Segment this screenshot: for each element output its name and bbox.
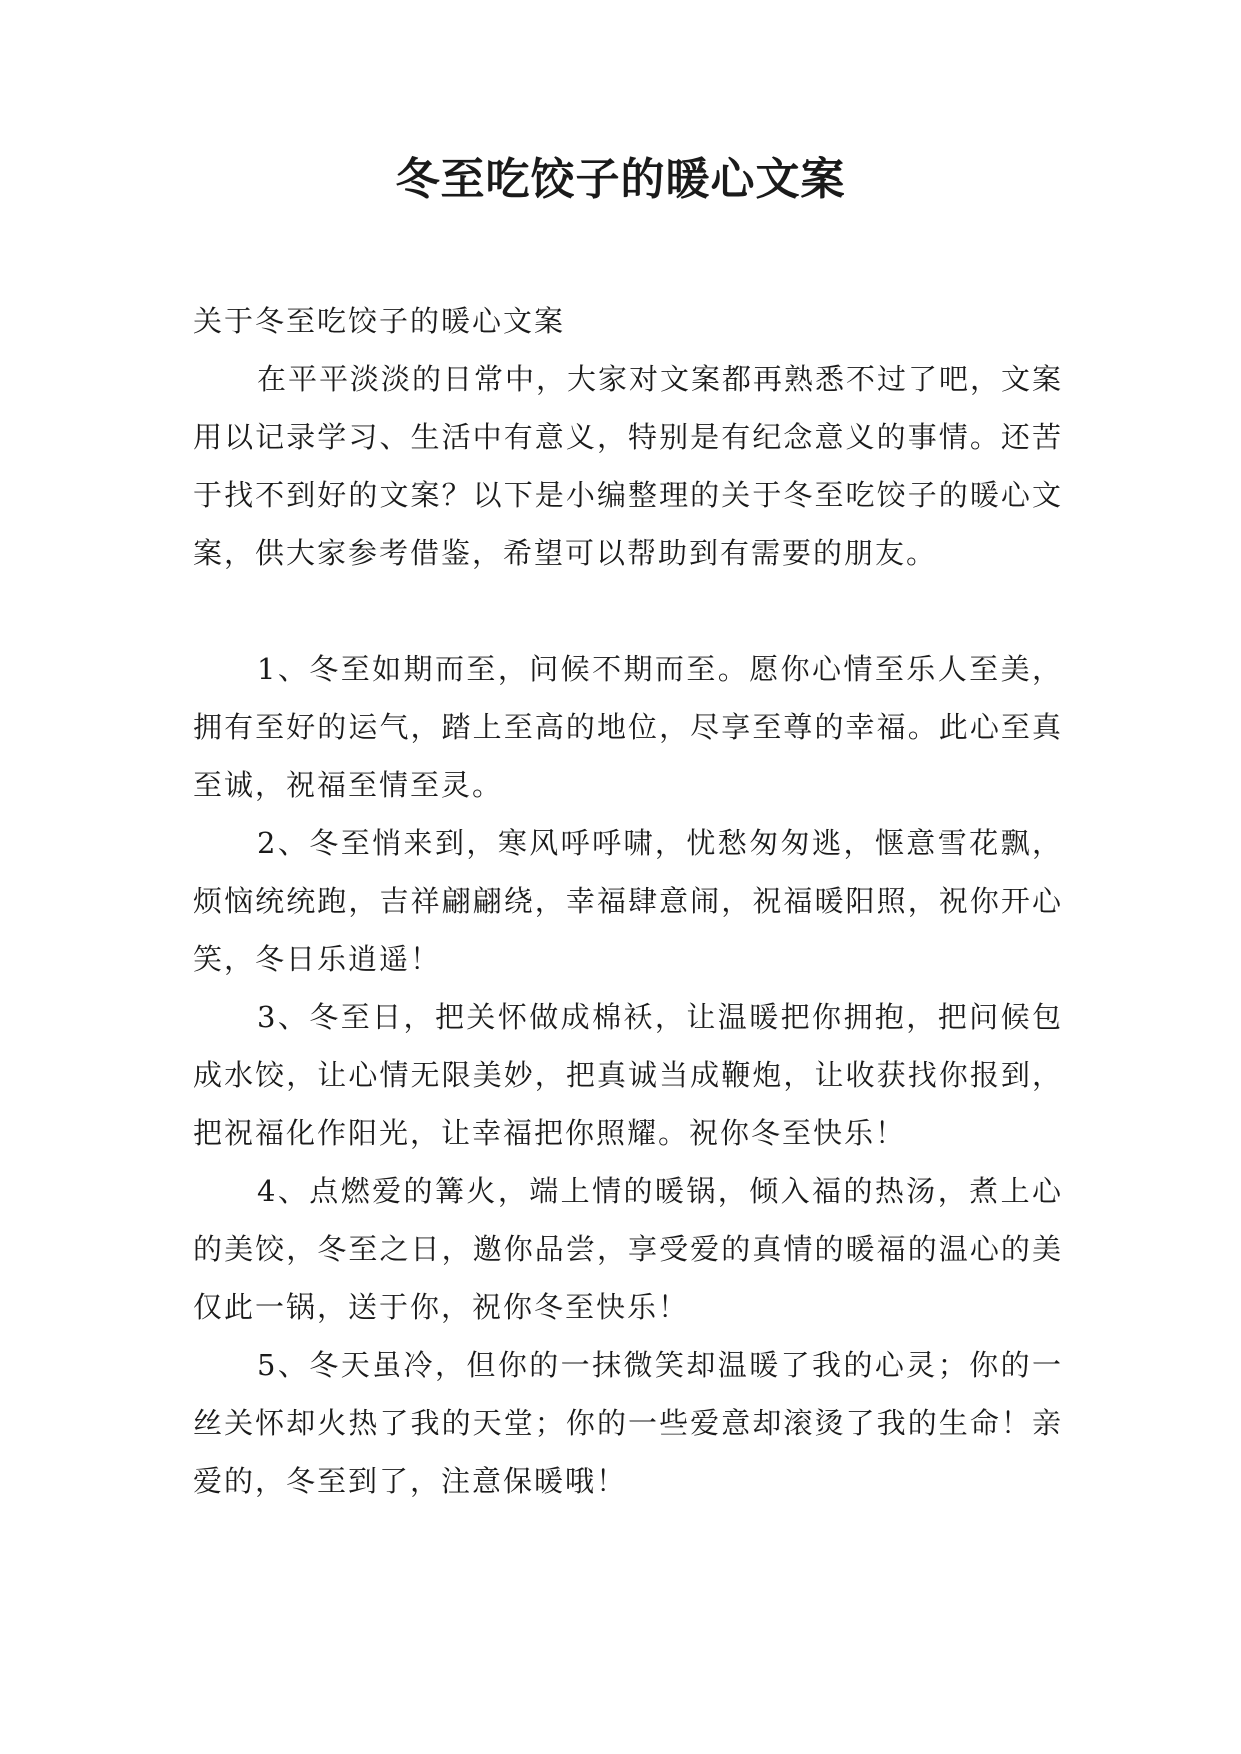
list-item-2: 2、冬至悄来到，寒风呼呼啸，忧愁匆匆逃，惬意雪花飘，烦恼统统跑，吉祥翩翩绕，幸福肆意闹，祝福暖阳照，祝你开心笑，冬日乐逍遥！ — [193, 826, 1063, 976]
list-item-1: 1、冬至如期而至，问候不期而至。愿你心情至乐人至美，拥有至好的运气，踏上至高的地位，尽享至尊的幸福。此心至真至诚，祝福至情至灵。 — [193, 652, 1063, 802]
list-item-5: 5、冬天虽冷，但你的一抹微笑却温暖了我的心灵；你的一丝关怀却火热了我的天堂；你的一些爱意却滚烫了我的生命！亲爱的，冬至到了，注意保暖哦！ — [193, 1348, 1063, 1498]
intro-paragraph: 在平平淡淡的日常中，大家对文案都再熟悉不过了吧，文案用以记录学习、生活中有意义，特别是有纪念意义的事情。还苦于找不到好的文案？以下是小编整理的关于冬至吃饺子的暖心文案，供大家参考借鉴，希望可以帮助到有需要的朋友。 — [193, 362, 1064, 570]
list-item-3: 3、冬至日，把关怀做成棉袄，让温暖把你拥抱，把问候包成水饺，让心情无限美妙，把真诚当成鞭炮，让收获找你报到，把祝福化作阳光，让幸福把你照耀。祝你冬至快乐！ — [193, 1000, 1063, 1150]
subtitle: 关于冬至吃饺子的暖心文案 — [193, 304, 566, 338]
list-item-4: 4、点燃爱的篝火，端上情的暖锅，倾入福的热汤，煮上心的美饺，冬至之日，邀你品尝，享受爱的真情的暖福的温心的美仅此一锅，送于你，祝你冬至快乐！ — [193, 1174, 1063, 1324]
page-title: 冬至吃饺子的暖心文案 — [395, 154, 846, 205]
paragraph-spacer — [193, 582, 1063, 640]
document-body — [193, 292, 1063, 1510]
